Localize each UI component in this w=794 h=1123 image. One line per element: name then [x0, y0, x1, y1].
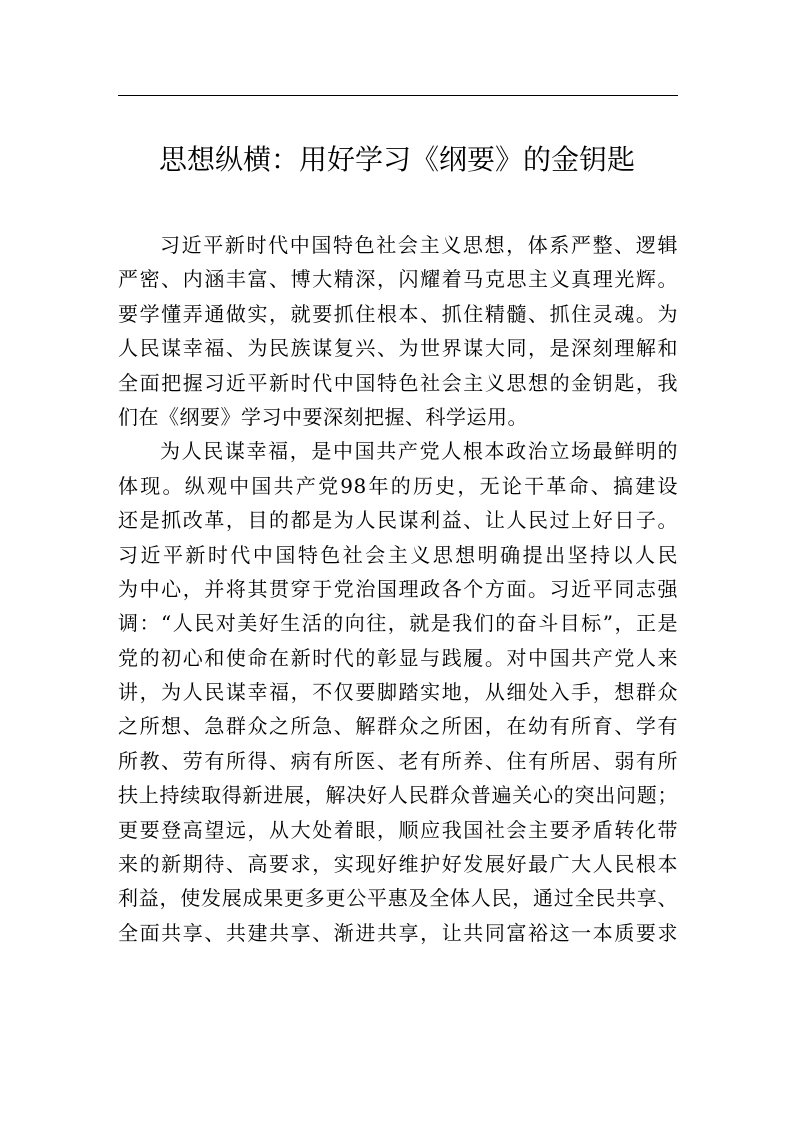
paragraph-2-line-5: 为中心，并将其贯穿于党治国理政各个方面。习近平同志强	[118, 576, 678, 601]
paragraph-2-line-10: 所教、劳有所得、病有所医、老有所养、住有所居、弱有所	[118, 748, 678, 773]
paragraph-1-line-6: 们在《纲要》学习中要深刻把握、科学运用。	[118, 404, 528, 429]
document-body	[118, 228, 678, 950]
paragraph-2-line-8: 讲，为人民谋幸福，不仅要脚踏实地，从细处入手，想群众	[118, 680, 678, 705]
document-title: 思想纵横：用好学习《纲要》的金钥匙	[158, 143, 635, 176]
paragraph-2-line-9: 之所想、急群众之所急、解群众之所困，在幼有所育、学有	[118, 714, 678, 739]
paragraph-2-line-15: 全面共享、共建共享、渐进共享，让共同富裕这一本质要求	[118, 920, 678, 945]
paragraph-1-line-1: 习近平新时代中国特色社会主义思想，体系严整、逻辑	[160, 233, 678, 257]
paragraph-2-line-14: 利益，使发展成果更多更公平惠及全体人民，通过全民共享、	[118, 886, 678, 911]
paragraph-2-line-13: 来的新期待、高要求，实现好维护好发展好最广大人民根本	[118, 852, 678, 877]
paragraph-2-line-1: 为人民谋幸福，是中国共产党人根本政治立场最鲜明的	[160, 439, 678, 464]
header-rule	[118, 95, 678, 96]
paragraph-1-line-3: 要学懂弄通做实，就要抓住根本、抓住精髓、抓住灵魂。为	[118, 301, 678, 326]
paragraph-2-line-11: 扶上持续取得新进展，解决好人民群众普遍关心的突出问题；	[118, 783, 678, 808]
paragraph-2-line-4: 习近平新时代中国特色社会主义思想明确提出坚持以人民	[118, 542, 678, 567]
paragraph-2-line-12: 更要登高望远，从大处着眼，顺应我国社会主要矛盾转化带	[118, 817, 678, 842]
paragraph-2-line-7: 党的初心和使命在新时代的彰显与践履。对中国共产党人来	[118, 645, 678, 670]
paragraph-1-line-5: 全面把握习近平新时代中国特色社会主义思想的金钥匙，我	[118, 370, 678, 395]
paragraph-1-line-2: 严密、内涵丰富、博大精深，闪耀着马克思主义真理光辉。	[118, 267, 678, 292]
paragraph-2-line-6: 调：“人民对美好生活的向往，就是我们的奋斗目标”，正是	[118, 611, 678, 636]
paragraph-2-line-2: 体现。纵观中国共产党98年的历史，无论干革命、搞建设	[118, 473, 678, 498]
paragraph-2-line-3: 还是抓改革，目的都是为人民谋利益、让人民过上好日子。	[118, 508, 678, 533]
paragraph-1-line-4: 人民谋幸福、为民族谋复兴、为世界谋大同，是深刻理解和	[118, 336, 678, 361]
